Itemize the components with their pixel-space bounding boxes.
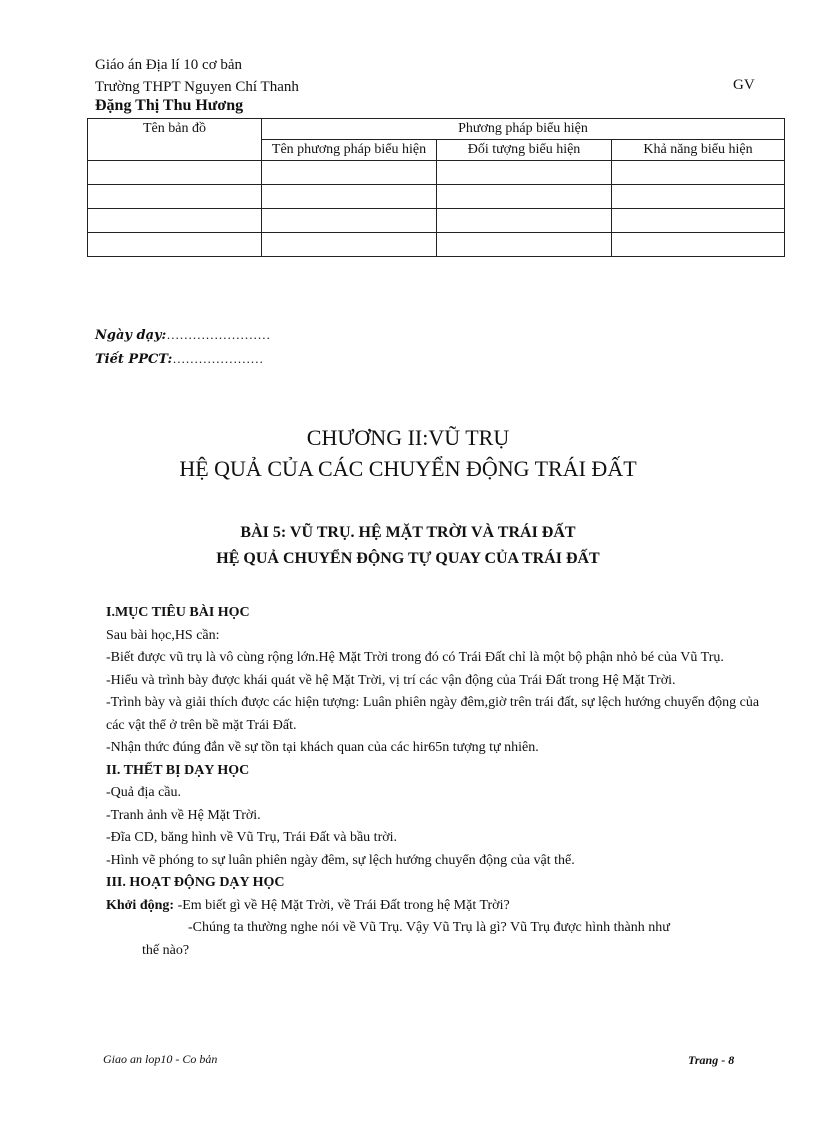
col-ability: Khả năng biểu hiện bbox=[612, 140, 785, 161]
objective-item: -Hiểu và trình bày được khái quát về hệ Mặt Trời, vị trí các vận động của Trái Đất trong Hệ Mặt Trời. bbox=[106, 672, 676, 688]
lesson-content bbox=[106, 602, 771, 962]
equipment-item: -Quả địa cầu. bbox=[106, 785, 182, 800]
objective-item: -Biết được vũ trụ là vô cùng rộng lớn.Hệ Mặt Trời trong đó có Trái Đất chỉ là một bộ phận nhỏ bé của Vũ Trụ. bbox=[106, 650, 724, 665]
section-activities-heading: III. HOẠT ĐỘNG DẠY HỌC bbox=[106, 875, 285, 890]
col-object: Đối tượng biểu hiện bbox=[437, 140, 612, 161]
objectives-intro: Sau bài học,HS cần: bbox=[106, 627, 220, 643]
equipment-item: -Hình vẽ phóng to sự luân phiên ngày đêm, sự lệch hướng chuyển động của vật thể. bbox=[106, 852, 575, 868]
lesson-subtitle: HỆ QUẢ CHUYỂN ĐỘNG TỰ QUAY CỦA TRÁI ĐẤT bbox=[216, 550, 600, 567]
col-method-name: Tên phương pháp biểu hiện bbox=[262, 140, 437, 161]
ppct-period bbox=[95, 351, 263, 367]
warmup-question-2-cont: thế nào? bbox=[142, 942, 190, 958]
warmup-question bbox=[106, 895, 771, 918]
ppct-label: Tiết PPCT: bbox=[95, 352, 173, 367]
teaching-date bbox=[95, 327, 270, 343]
warmup-question-1: -Em biết gì về Hệ Mặt Trời, về Trái Đất trong hệ Mặt Trời? bbox=[177, 897, 510, 913]
map-methods-table bbox=[87, 118, 785, 257]
table-row bbox=[88, 185, 785, 209]
header-school: Trường THPT Nguyen Chí Thanh bbox=[95, 79, 299, 95]
header-subject: Giáo án Địa lí 10 cơ bản bbox=[95, 57, 243, 73]
warmup-label: Khởi động: bbox=[106, 897, 175, 913]
col-method: Phương pháp biểu hiện bbox=[262, 119, 785, 140]
section-equipment-heading: II. THẾT BỊ DẠY HỌC bbox=[106, 762, 250, 778]
lesson-title: BÀI 5: VŨ TRỤ. HỆ MẶT TRỜI VÀ TRÁI ĐẤT bbox=[240, 524, 576, 541]
chapter-title: CHƯƠNG II:VŨ TRỤ bbox=[306, 425, 510, 450]
objective-item: -Trình bày và giải thích được các hiện tượng: Luân phiên ngày đêm,giờ trên trái đất, sự lệch hướng chuyển động của các vật thể ở trên bề mặt Trái Đất. bbox=[106, 695, 760, 733]
teaching-date-blank: …………………… bbox=[166, 327, 271, 342]
chapter-subtitle: HỆ QUẢ CỦA CÁC CHUYỂN ĐỘNG TRÁI ĐẤT bbox=[179, 456, 637, 481]
footer-doc-name: Giao an lop10 - Co bản bbox=[103, 1052, 218, 1066]
objective-item: -Nhận thức đúng đắn về sự tồn tại khách quan của các hir65n tượng tự nhiên. bbox=[106, 740, 539, 755]
warmup-question-2: -Chúng ta thường nghe nói về Vũ Trụ. Vậy Vũ Trụ là gì? Vũ Trụ được hình thành như bbox=[188, 920, 670, 935]
header-teacher-name: Đặng Thị Thu Hương bbox=[95, 97, 244, 114]
ppct-blank: ………………… bbox=[172, 351, 264, 366]
section-objectives-heading: I.MỤC TIÊU BÀI HỌC bbox=[106, 605, 250, 620]
col-map-name: Tên bản đồ bbox=[88, 119, 262, 161]
teaching-date-label: Ngày dạy: bbox=[95, 328, 167, 343]
header-gv: GV bbox=[733, 77, 755, 93]
equipment-item: -Đĩa CD, băng hình về Vũ Trụ, Trái Đất và bầu trời. bbox=[106, 830, 398, 845]
table-row bbox=[88, 161, 785, 185]
equipment-item: -Tranh ảnh về Hệ Mặt Trời. bbox=[106, 807, 261, 823]
table-row bbox=[88, 233, 785, 257]
table-row bbox=[88, 209, 785, 233]
footer-page-number: Trang - 8 bbox=[688, 1053, 735, 1067]
